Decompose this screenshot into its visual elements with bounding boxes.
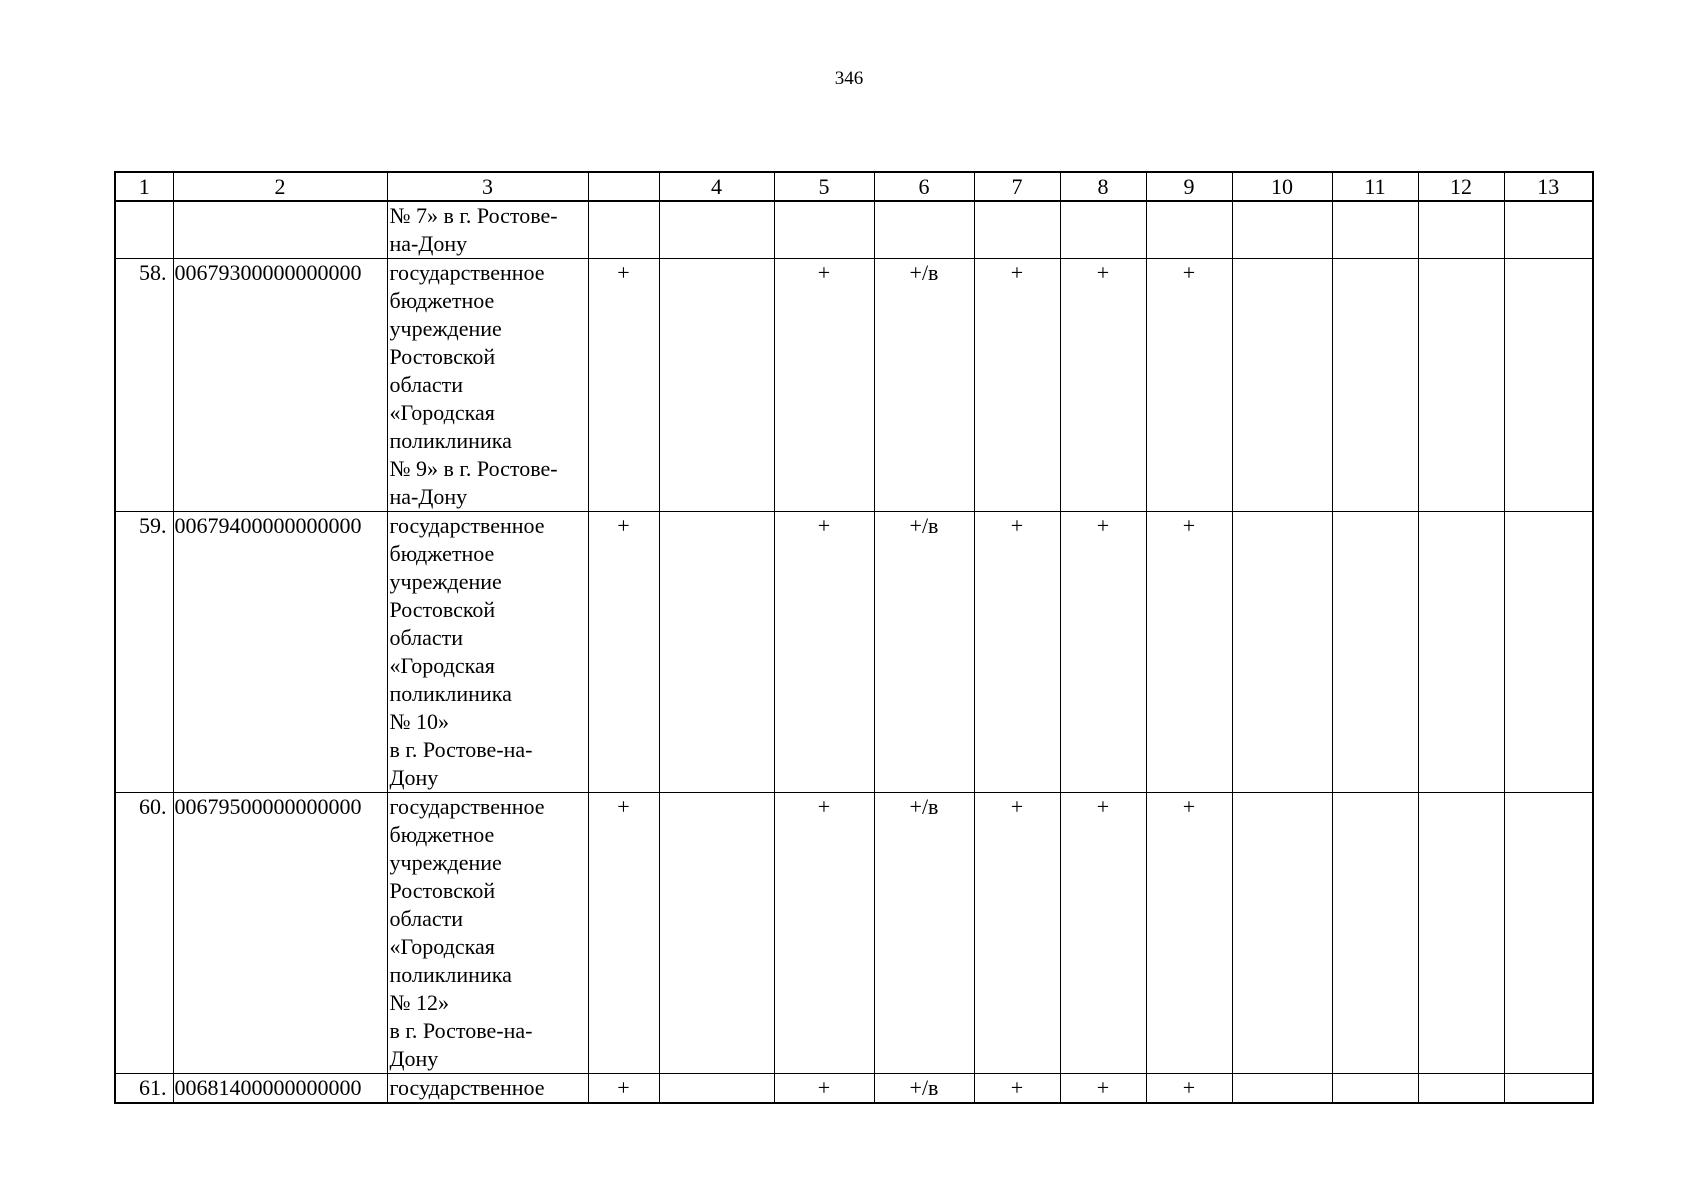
institution-name-line: области [389, 625, 464, 650]
institution-name-line: Дону [389, 1046, 439, 1071]
column-header: 6 [874, 172, 974, 201]
mark-cell: + [1060, 1074, 1146, 1104]
institution-name [387, 1074, 588, 1104]
column-header: 2 [173, 172, 387, 201]
mark-cell [588, 201, 659, 259]
mark-cell [1332, 512, 1418, 793]
mark-cell [1332, 1074, 1418, 1104]
column-header: 8 [1060, 172, 1146, 201]
mark-cell: + [1060, 259, 1146, 512]
registry-code: 00679300000000000 [173, 259, 387, 512]
mark-cell [1504, 1074, 1593, 1104]
mark-cell [1232, 201, 1332, 259]
column-header: 12 [1418, 172, 1504, 201]
mark-cell: + [974, 793, 1060, 1074]
mark-cell: +/в [874, 259, 974, 512]
mark-cell: + [1146, 259, 1232, 512]
column-header: 13 [1504, 172, 1593, 201]
registry-code: 00679500000000000 [173, 793, 387, 1074]
mark-cell: +/в [874, 512, 974, 793]
mark-cell: + [1060, 512, 1146, 793]
institution-name-line: Дону [389, 765, 439, 790]
mark-cell [774, 201, 874, 259]
column-header: 10 [1232, 172, 1332, 201]
table-row [115, 1074, 1593, 1104]
mark-cell [1232, 512, 1332, 793]
mark-cell [1418, 201, 1504, 259]
institution-name-line: «Городская [389, 934, 495, 959]
mark-cell: + [774, 512, 874, 793]
mark-cell [1232, 259, 1332, 512]
table-row [115, 793, 1593, 1074]
column-header: 3 [387, 172, 588, 201]
institution-name-line: поликлиника [389, 681, 512, 706]
mark-cell [1418, 793, 1504, 1074]
mark-cell [659, 201, 774, 259]
institution-name [387, 201, 588, 259]
mark-cell: + [774, 259, 874, 512]
institution-name-line: бюджетное [389, 541, 495, 566]
mark-cell: + [974, 1074, 1060, 1104]
institution-name-line: № 9» в г. Ростове- [389, 456, 558, 481]
mark-cell: + [1146, 512, 1232, 793]
institution-name-line: «Городская [389, 400, 495, 425]
mark-cell [1418, 512, 1504, 793]
column-header [588, 172, 659, 201]
mark-cell: + [774, 793, 874, 1074]
mark-cell [1146, 201, 1232, 259]
mark-cell [1332, 201, 1418, 259]
institution-name-line: учреждение [389, 850, 502, 875]
mark-cell [1332, 793, 1418, 1074]
mark-cell: + [774, 1074, 874, 1104]
mark-cell [1232, 1074, 1332, 1104]
mark-cell: + [1146, 793, 1232, 1074]
institution-name-line: бюджетное [389, 822, 495, 847]
institution-name-line: поликлиника [389, 428, 512, 453]
mark-cell: + [588, 512, 659, 793]
mark-cell: +/в [874, 1074, 974, 1104]
table-row [115, 259, 1593, 512]
institution-name-line: государственное [389, 513, 545, 538]
document-table [114, 171, 1594, 1104]
registry-code: 00679400000000000 [173, 512, 387, 793]
row-number: 61. [115, 1074, 173, 1104]
table-body [115, 172, 1593, 201]
column-header: 1 [115, 172, 173, 201]
mark-cell [1418, 259, 1504, 512]
institution-name-line: № 12» [389, 990, 449, 1015]
mark-cell [659, 1074, 774, 1104]
institution-name-line: Ростовской [389, 878, 496, 903]
institution-name-line: области [389, 906, 464, 931]
mark-cell [1504, 512, 1593, 793]
institution-name-line: государственное [389, 1075, 545, 1100]
mark-cell: + [1146, 1074, 1232, 1104]
registry-code: 00681400000000000 [173, 1074, 387, 1104]
registry-code [173, 201, 387, 259]
column-header: 7 [974, 172, 1060, 201]
mark-cell [1060, 201, 1146, 259]
mark-cell [1504, 259, 1593, 512]
mark-cell: + [588, 1074, 659, 1104]
institution-name-line: государственное [389, 794, 545, 819]
institution-name-line: на-Дону [389, 484, 468, 509]
mark-cell [1504, 201, 1593, 259]
institution-name-line: бюджетное [389, 288, 495, 313]
mark-cell [974, 201, 1060, 259]
column-header: 11 [1332, 172, 1418, 201]
institution-name-line: № 10» [389, 709, 449, 734]
institution-name-line: Ростовской [389, 597, 496, 622]
mark-cell [659, 793, 774, 1074]
mark-cell: + [588, 793, 659, 1074]
institution-name-line: № 7» в г. Ростове- [389, 203, 558, 228]
table-rows [115, 201, 1593, 1103]
mark-cell [1504, 793, 1593, 1074]
mark-cell: + [974, 259, 1060, 512]
mark-cell: + [974, 512, 1060, 793]
table-header-row [115, 172, 1593, 201]
mark-cell [1418, 1074, 1504, 1104]
row-number: 58. [115, 259, 173, 512]
institution-name-line: государственное [389, 260, 545, 285]
row-number: 60. [115, 793, 173, 1074]
institution-name-line: на-Дону [389, 231, 468, 256]
table-row [115, 512, 1593, 793]
row-number [115, 201, 173, 259]
institution-name-line: области [389, 372, 464, 397]
institution-name [387, 259, 588, 512]
mark-cell [659, 512, 774, 793]
column-header: 9 [1146, 172, 1232, 201]
row-number: 59. [115, 512, 173, 793]
institution-name-line: в г. Ростове-на- [389, 1018, 533, 1043]
mark-cell: + [588, 259, 659, 512]
column-header: 4 [659, 172, 774, 201]
institution-name-line: поликлиника [389, 962, 512, 987]
institution-name [387, 793, 588, 1074]
mark-cell [1232, 793, 1332, 1074]
institution-name-line: учреждение [389, 569, 502, 594]
institution-name [387, 512, 588, 793]
mark-cell [659, 259, 774, 512]
institution-name-line: учреждение [389, 316, 502, 341]
mark-cell: +/в [874, 793, 974, 1074]
table-row [115, 201, 1593, 259]
institution-name-line: «Городская [389, 653, 495, 678]
page-number: 346 [834, 68, 864, 89]
mark-cell: + [1060, 793, 1146, 1074]
institution-name-line: Ростовской [389, 344, 496, 369]
mark-cell [1332, 259, 1418, 512]
institution-name-line: в г. Ростове-на- [389, 737, 533, 762]
column-header: 5 [774, 172, 874, 201]
mark-cell [874, 201, 974, 259]
